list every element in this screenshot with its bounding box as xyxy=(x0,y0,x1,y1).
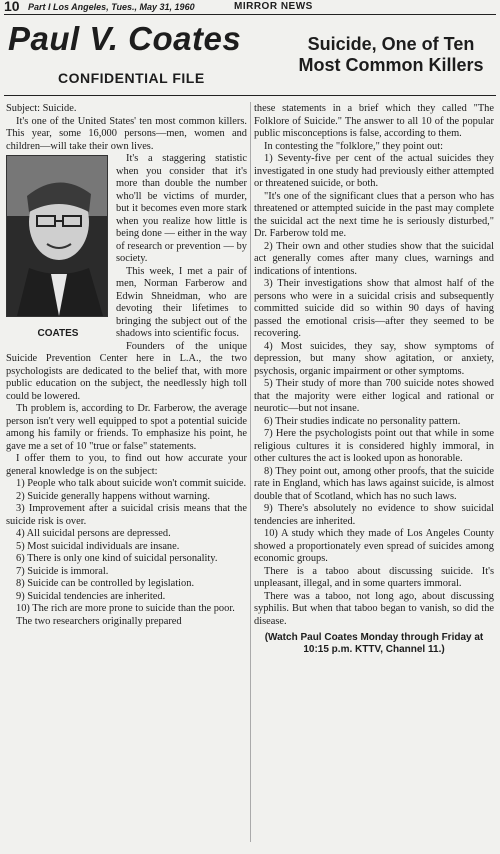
list-item: 2) Suicide generally happens without warning. xyxy=(16,490,210,502)
masthead xyxy=(4,0,496,15)
list-item: 7) Suicide is immoral. xyxy=(16,565,109,577)
photo-block xyxy=(6,155,110,340)
column-divider xyxy=(250,102,251,842)
list-item: 10) The rich are more prone to suicide than the poor. xyxy=(16,603,235,614)
paragraph: 4) Most suicides, they say, show symptoms of depression, but many show agitation, or anxiety, psychosis, organic impairment or other symptoms. xyxy=(254,340,494,377)
paper-name: MIRROR NEWS xyxy=(234,1,313,12)
dateline: Part I Los Angeles, Tues., May 31, 1960 xyxy=(28,2,195,12)
list-item: 9) Suicidal tendencies are inherited. xyxy=(16,590,166,602)
paragraph: these statements in a brief which they called "The Folklore of Suicide." The answer to all 10 of the popular public misconceptions is false, according to them. xyxy=(254,103,494,139)
paragraph: 10) A study which they made of Los Angeles County showed a proportionately even spread of suicides among economic groups. xyxy=(254,528,494,564)
list-item: 1) People who talk about suicide won't commit suicide. xyxy=(16,478,247,489)
paragraph: I offer them to you, to find out how accurate your general knowledge is on the subject: xyxy=(6,453,247,477)
paragraph: 2) Their own and other studies show that the suicidal act generally comes after many clues, warnings and indications of intentions. xyxy=(254,240,494,277)
header-rule xyxy=(4,95,496,96)
columnist-name: Paul V. Coates xyxy=(8,20,242,57)
list-item: 5) Most suicidal individuals are insane. xyxy=(16,540,180,552)
paragraph: In contesting the "folklore," they point out: xyxy=(264,140,444,152)
page-number: 10 xyxy=(4,0,20,14)
list-item: 6) There is only one kind of suicidal personality. xyxy=(16,553,218,564)
paragraph: 7) Here the psychologists point out that while in some religious cultures it is considered highly immoral, in other cultures the act is looked upon as honorable. xyxy=(254,428,494,464)
paragraph: Th problem is, according to Dr. Farberow, the average person isn't very well equipped to spot a potential suicide among his family or friends. To emphasize his point, he gave me a set of 10 "true or false" statements. xyxy=(6,403,247,452)
paragraph: 9) There's absolutely no evidence to show suicidal tendencies are inherited. xyxy=(254,503,494,527)
paragraph: 1) Seventy-five per cent of the actual suicides they investigated in one study had previously either attempted or threatened suicide, or both. xyxy=(254,153,494,189)
paragraph: There is a taboo about discussing suicide. It's unpleasant, illegal, and in some quarters immoral. xyxy=(254,565,494,589)
subject-line: Subject: Suicide. xyxy=(6,103,77,114)
columnist-portrait-photo xyxy=(6,155,108,317)
paragraph: 6) Their studies indicate no personality pattern. xyxy=(264,415,461,427)
left-column xyxy=(6,103,247,628)
paragraph: "It's one of the significant clues that a person who has threatened or attempted suicide in the past may complete the suicidal act the next time he is seriously disturbed," Dr. Farberow told me. xyxy=(254,190,494,239)
paragraph: 8) They point out, among other proofs, that the suicide rate in England, which has laws against suicide, is almost double that of Scotland, which has no such laws. xyxy=(254,465,494,502)
column-title: CONFIDENTIAL FILE xyxy=(58,70,205,86)
paragraph: This week, I met a pair of men, Norman Farberow and Edwin Shneidman, who are devoting their lifetimes to bringing the subject out of the shadows into scientific focus. xyxy=(116,265,247,339)
paragraph: 5) Their study of more than 700 suicide notes showed that the majority were either logical and rational or neurotic—but not insane. xyxy=(254,378,494,414)
tv-promo-note: (Watch Paul Coates Monday through Friday at 10:15 p.m. KTTV, Channel 11.) xyxy=(264,632,484,655)
list-item: 3) Improvement after a suicidal crisis means that the suicide risk is over. xyxy=(6,503,247,527)
paragraph: Founders of the unique Suicide Prevention Center here in L.A., the two psychologists are dedicated to the belief that, with more public education on the subject, the needlessly high toll could be lowered. xyxy=(6,340,247,402)
paragraph: 3) Their investigations show that almost half of the persons who were in a suicidal crisis and subsequently committed suicide did so within 90 days of having passed the emotional crisis—after they seemed to be recovering. xyxy=(254,278,494,339)
list-item: 4) All suicidal persons are depressed. xyxy=(16,528,171,539)
photo-caption: COATES xyxy=(37,327,79,339)
paragraph: It's a staggering statistic when you consider that it's more than double the number who'll be victims of murder, but it becomes even more stark when you realize how little is being done — either in the way of research or prevention — by society. xyxy=(116,153,247,264)
list-item: 8) Suicide can be controlled by legislation. xyxy=(16,578,195,589)
paragraph: There was a taboo, not long ago, about discussing syphilis. But when that taboo began to vanish, so did the disease. xyxy=(254,590,494,627)
paragraph: It's one of the United States' ten most common killers. This year, some 16,000 persons—men, women and children—will take their own lives. xyxy=(6,115,247,152)
headline: Suicide, One of Ten Most Common Killers xyxy=(298,34,484,75)
right-column xyxy=(254,103,494,656)
paragraph: The two researchers originally prepared xyxy=(16,615,182,627)
